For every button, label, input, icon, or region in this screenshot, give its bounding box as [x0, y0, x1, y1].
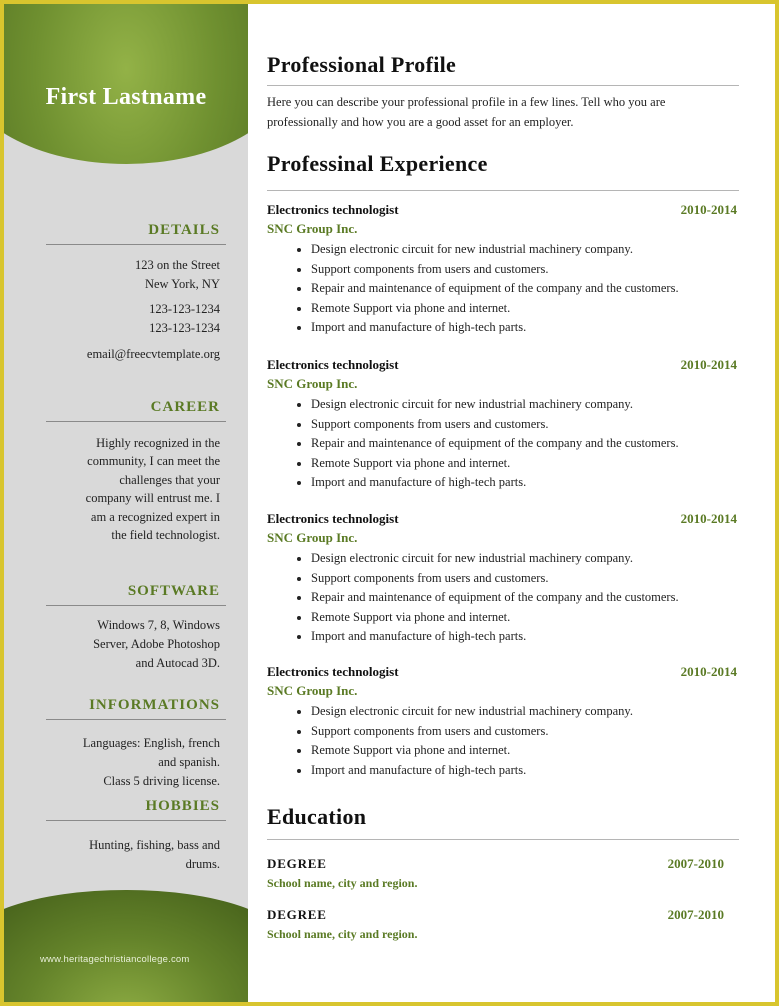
job-title: Electronics technologist — [267, 664, 399, 679]
career-divider — [46, 421, 226, 422]
job-title: Electronics technologist — [267, 511, 399, 526]
career-line: Highly recognized in the — [96, 436, 220, 450]
email-address: email@freecvtemplate.org — [86, 347, 220, 361]
job-bullets — [267, 240, 679, 338]
hobbies-line: drums. — [185, 857, 220, 871]
experience-heading: Professinal Experience — [267, 151, 488, 176]
job-years: 2010-2014 — [680, 511, 737, 526]
informations-line: Languages: English, french — [82, 736, 220, 750]
job-company: SNC Group Inc. — [267, 376, 358, 391]
hobbies-line: Hunting, fishing, bass and — [89, 838, 220, 852]
job-bullet: • Support components from users and customers. — [311, 260, 679, 280]
career-heading: CAREER — [150, 399, 220, 415]
school-name: School name, city and region. — [267, 927, 418, 941]
career-line: community, I can meet the — [87, 454, 220, 469]
education-heading: Education — [267, 804, 367, 829]
informations-line: and spanish. — [158, 755, 220, 769]
job-company: SNC Group Inc. — [267, 221, 358, 236]
job-bullet: • Import and manufacture of high-tech parts. — [311, 318, 679, 338]
address-line: New York, NY — [144, 277, 220, 291]
job-bullet: • Repair and maintenance of equipment of the company and the customers. — [311, 279, 679, 299]
job-title: Electronics technologist — [267, 357, 399, 372]
job-bullet: • Import and manufacture of high-tech parts. — [311, 627, 679, 647]
job-bullet: • Remote Support via phone and internet. — [311, 454, 679, 474]
phone-number: 123-123-1234 — [149, 302, 220, 316]
software-text — [50, 616, 220, 673]
degree-name: DEGREE — [267, 856, 327, 871]
job-bullets — [267, 702, 633, 780]
sidebar — [4, 4, 248, 1002]
job-company: SNC Group Inc. — [267, 530, 358, 545]
hobbies-divider — [46, 820, 226, 821]
job-years: 2010-2014 — [680, 664, 737, 679]
job-bullet: • Remote Support via phone and internet. — [311, 299, 679, 319]
profile-line: professionally and how you are a good asset for an employer. — [267, 115, 574, 129]
watermark-text: www.heritagechristiancollege.com — [40, 954, 190, 965]
informations-text — [30, 734, 220, 791]
job-bullet: • Import and manufacture of high-tech parts. — [311, 761, 633, 781]
degree-years: 2007-2010 — [667, 907, 724, 922]
career-line: company will entrust me. I — [85, 491, 220, 506]
address-line: 123 on the Street — [134, 258, 220, 272]
candidate-name: First Lastname — [45, 84, 207, 110]
career-line: challenges that your — [119, 472, 220, 487]
software-line: Server, Adobe Photoshop — [93, 637, 220, 651]
job-bullets — [267, 549, 679, 647]
job-bullet: • Support components from users and customers. — [311, 569, 679, 589]
job-years: 2010-2014 — [680, 357, 737, 372]
job-bullet: • Repair and maintenance of equipment of the company and the customers. — [311, 434, 679, 454]
school-name: School name, city and region. — [267, 876, 418, 890]
phones — [50, 300, 220, 338]
education-divider — [267, 839, 739, 840]
job-bullet: • Design electronic circuit for new industrial machinery company. — [311, 702, 633, 722]
software-line: and Autocad 3D. — [135, 656, 220, 670]
job-bullet: • Support components from users and customers. — [311, 415, 679, 435]
profile-divider — [267, 85, 739, 86]
career-line: am a recognized expert in — [90, 509, 220, 524]
hobbies-text — [50, 836, 220, 874]
job-bullet: • Remote Support via phone and internet. — [311, 741, 633, 761]
experience-divider — [267, 190, 739, 191]
job-title: Electronics technologist — [267, 202, 399, 217]
degree-name: DEGREE — [267, 907, 327, 922]
profile-text — [267, 92, 739, 132]
job-bullet: • Remote Support via phone and internet. — [311, 608, 679, 628]
job-bullet: • Support components from users and customers. — [311, 722, 633, 742]
hobbies-heading: HOBBIES — [145, 798, 220, 814]
details-divider — [46, 244, 226, 245]
informations-line: Class 5 driving license. — [103, 774, 220, 788]
software-line: Windows 7, 8, Windows — [97, 618, 220, 632]
profile-line: Here you can describe your professional profile in a few lines. Tell who you are — [267, 95, 666, 109]
informations-heading: INFORMATIONS — [89, 697, 220, 713]
job-bullet: • Repair and maintenance of equipment of the company and the customers. — [311, 588, 679, 608]
job-years: 2010-2014 — [680, 202, 737, 217]
software-divider — [46, 605, 226, 606]
degree-years: 2007-2010 — [667, 856, 724, 871]
profile-heading: Professional Profile — [267, 52, 457, 77]
job-bullet: • Import and manufacture of high-tech parts. — [311, 473, 679, 493]
job-bullet: • Design electronic circuit for new industrial machinery company. — [311, 549, 679, 569]
career-line: the field technologist. — [111, 528, 220, 543]
footer-banner — [4, 890, 248, 1002]
career-text — [50, 434, 220, 544]
job-bullet: • Design electronic circuit for new industrial machinery company. — [311, 240, 679, 260]
address — [50, 256, 220, 294]
job-bullet: • Design electronic circuit for new industrial machinery company. — [311, 395, 679, 415]
job-company: SNC Group Inc. — [267, 683, 358, 698]
informations-divider — [46, 719, 226, 720]
details-heading: DETAILS — [148, 222, 220, 238]
phone-number: 123-123-1234 — [149, 321, 220, 335]
job-bullets — [267, 395, 679, 493]
software-heading: SOFTWARE — [127, 583, 220, 599]
